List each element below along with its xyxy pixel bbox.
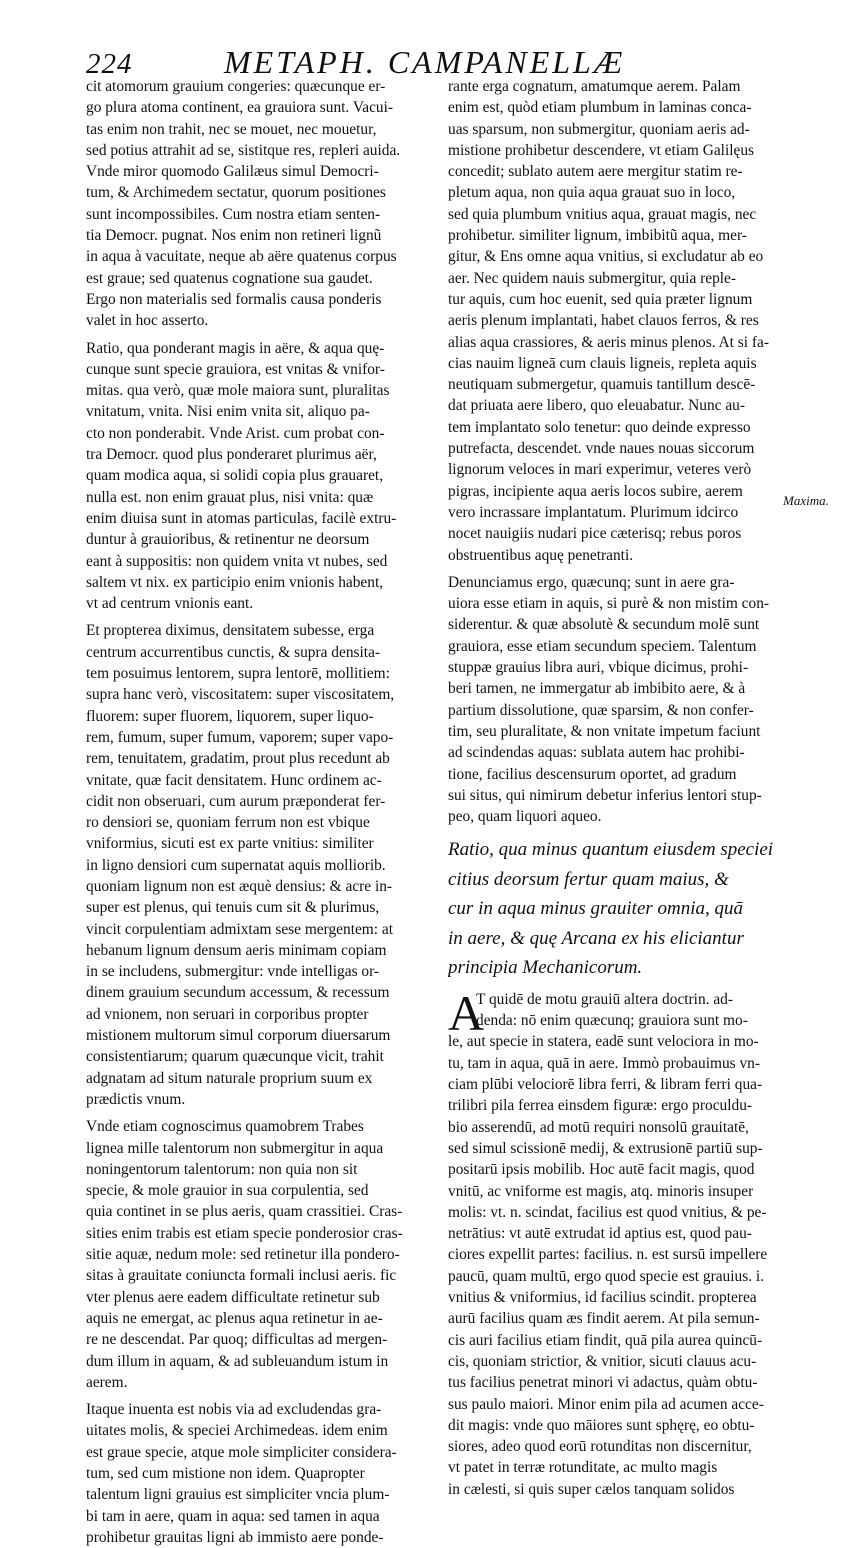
- left-column-text-line: aerem.: [86, 1373, 128, 1391]
- right-column-bottom-text-line: vnitius & vniformius, id facilius scindit. propterea: [448, 1289, 757, 1307]
- right-column-top-text-line: stuppæ grauius libra auri, vbique dicimus, prohi-: [448, 659, 749, 677]
- left-column-text-line: quam modica aqua, si solidi copia plus grauaret,: [86, 467, 384, 485]
- right-column-top-text-line: siderentur. & quæ absolutè & secundum molē sunt: [448, 616, 760, 634]
- left-column-text-line: tas enim non trahit, nec se mouet, nec mouetur,: [86, 120, 377, 138]
- right-column-top-text-line: alias aqua crassiores, & aeris minus plenos. At si fa-: [448, 333, 769, 351]
- section-heading: [448, 835, 780, 983]
- right-column-top-text-line: dat priuata aere libero, quo eleuabatur. Nunc au-: [448, 397, 745, 415]
- left-column-text-line: dinem grauium secundum accessum, & recessum: [86, 984, 390, 1002]
- right-column-bottom-text-line: aurū facilius quam æs findit aerem. At pila semun-: [448, 1310, 760, 1328]
- left-column-text-line: vt ad centrum vnionis eant.: [86, 595, 254, 613]
- right-column-bottom-text-line: sed simul scissionē medij, & extrusionē partiū sup-: [448, 1139, 763, 1157]
- left-column-text-line: tum, sed cum mistione non idem. Quapropter: [86, 1465, 365, 1482]
- left-column-text-line: re ne descendat. Par quoq; difficultas ad mergen-: [86, 1331, 388, 1349]
- right-column-top-text-line: uiora esse etiam in aquis, si purè & non mistim con-: [448, 595, 770, 613]
- right-column: [448, 76, 780, 1500]
- right-column-top-text-line: tem implantato solo tenetur: quo deinde expresso: [448, 418, 751, 436]
- running-title: METAPH. CAMPANELLÆ: [224, 44, 626, 80]
- left-column-text-line: go plura atoma continent, ea grauiora sunt. Vacui-: [86, 99, 393, 117]
- left-column-text-line: sitas à grauitate coniuncta formali inclusi aeris. fic: [86, 1267, 397, 1285]
- right-column-bottom-text-line: molis: vt. n. scindat, facilius est quod vnitius, & pe-: [448, 1203, 767, 1221]
- left-column-text-line: Ergo non materialis sed formalis causa ponderis: [86, 290, 382, 308]
- right-column-bottom-text-line: trilibri pila ferrea einsdem figuræ: ergo proculdu-: [448, 1097, 753, 1115]
- right-column-top-text-line: Denunciamus ergo, quæcunq; sunt in aere gra-: [448, 573, 735, 591]
- left-column: [86, 76, 426, 1548]
- left-column-text-line: vnitate, quæ facit densitatem. Hunc ordinem ac-: [86, 771, 382, 789]
- right-column-top-text-line: enim est, quòd etiam plumbum in laminas conca-: [448, 99, 752, 117]
- left-column-text-line: cidit non obseruari, cum aurum præponderat fer-: [86, 792, 386, 810]
- right-column-top-text: [448, 76, 780, 827]
- right-column-top-text-line: lignorum veloces in mari experimur, veteres verò: [448, 461, 752, 479]
- right-column-bottom-text-line: cis auri facilius etiam findit, quā pila aurea quincū-: [448, 1331, 763, 1349]
- left-column-text-line: est graue; sed quatenus cognatione sua gaudet.: [86, 269, 373, 287]
- left-column-text-line: talentum ligni grauius est simpliciter vncia plum-: [86, 1486, 390, 1504]
- left-column-text-line: Ratio, qua ponderant magis in aëre, & aqua quę-: [86, 339, 385, 357]
- left-column-text-line: consistentiarum; quarum quæcunque vicit, trahit: [86, 1048, 384, 1066]
- left-column-text-line: quoniam lignum non est æquè densius: & acre in-: [86, 877, 393, 895]
- right-column-bottom-text-line: netrātius: vt autē extrudat id aptius est, quod pau-: [448, 1225, 752, 1243]
- left-column-text-line: specie, & mole grauior in sua corpulentia, sed: [86, 1182, 369, 1200]
- right-column-top-text-line: sui situs, qui nimirum debetur inferius lentori stup-: [448, 786, 762, 804]
- right-column-top-text-line: peo, quam liquori aqueo.: [448, 808, 602, 826]
- left-column-text-line: adgnatam ad situm naturale proprium suum ex: [86, 1069, 373, 1087]
- right-column-bottom-text-line: in cælesti, si quis super cælos tanquam solidos: [448, 1480, 735, 1498]
- left-column-text-line: Vnde miror quomodo Galilæus simul Democri-: [86, 163, 379, 181]
- left-column-text-line: dum illum in aquam, & ad subleuandum istum in: [86, 1352, 389, 1370]
- right-column-bottom-text-line: vt patet in terræ rotunditate, ac multo magis: [448, 1459, 718, 1477]
- left-column-text-line: mistionem multorum simul corporum diuersarum: [86, 1027, 391, 1045]
- drop-cap-letter: A: [448, 984, 485, 1041]
- left-column-text-line: centrum accurrentibus cunctis, & supra densita-: [86, 643, 381, 661]
- right-column-top-text-line: prohibetur. similiter lignum, imbibitũ aqua, mer-: [448, 227, 747, 245]
- right-column-top-text-line: rante erga cognatum, amatumque aerem. Palam: [448, 78, 741, 95]
- left-column-text-line: ro densiori se, quoniam ferrum non est vbique: [86, 814, 370, 832]
- right-column-top-text-line: concedit; sublato autem aere mergitur statim re-: [448, 163, 743, 181]
- left-column-text-line: Et propterea diximus, densitatem subesse, erga: [86, 622, 375, 640]
- left-column-text-line: vniformius, sicuti est ex parte vnitius: similiter: [86, 835, 374, 853]
- left-column-text-line: noningentorum talentorum: non quia non sit: [86, 1160, 358, 1178]
- left-column-text-line: prædictis vnum.: [86, 1090, 186, 1108]
- left-column-text-line: sities enim trabis est etiam specie ponderosior cras-: [86, 1224, 403, 1242]
- left-column-text-line: tia Democr. pugnat. Nos enim non retineri lignũ: [86, 227, 382, 245]
- right-column-bottom-text-line: tu, tam in aqua, quā in aere. Immò probauimus vn-: [448, 1054, 761, 1072]
- right-column-bottom-text-line: positarū ipsis mobilib. Hoc autē facit magis, quod: [448, 1161, 755, 1179]
- page-number: 224: [86, 48, 133, 80]
- right-column-bottom-text-line: ciores expellit partes: facilius. n. est sursū impellere: [448, 1246, 768, 1264]
- left-column-text-line: bi tam in aere, quam in aqua: sed tamen in aqua: [86, 1507, 380, 1525]
- right-column-bottom-text-line: le, aut specie in statera, eadē sunt velociora in mo-: [448, 1033, 759, 1051]
- right-column-bottom-text-line: sus paulo maiori. Minor enim pila ad acumen acce-: [448, 1395, 764, 1413]
- right-column-top-text-line: tim, seu pluralitate, & non vnitate impetum faciunt: [448, 722, 761, 740]
- left-column-text-line: valet in hoc asserto.: [86, 312, 209, 330]
- right-column-bottom-text-line: T quidē de motu grauiū altera doctrin. ad-: [476, 990, 733, 1008]
- right-column-bottom-text-line: bio asserendū, ad motū requiri nonsolū grauitatē,: [448, 1118, 749, 1136]
- left-column-text-line: duntur à grauioribus, & retinentur ne deorsum: [86, 531, 370, 549]
- left-column-text-line: super est plenus, qui tenuis cum sit & plurimus,: [86, 899, 380, 917]
- left-column-text-line: rem, tenuitatem, gradatim, prout plus recedunt ab: [86, 750, 390, 768]
- right-column-bottom-text: [448, 984, 780, 1500]
- right-column-top-text-line: grauiora, esse etiam secundum speciem. Talentum: [448, 637, 757, 655]
- right-column-bottom-text-line: denda: nō enim quæcunq; grauiora sunt mo-: [476, 1012, 748, 1030]
- left-column-text-line: quia continet in se plus aeris, quam crassitiei. Cras-: [86, 1203, 403, 1221]
- heading-text-line: citius deorsum fertur quam maius, &: [448, 868, 729, 890]
- right-column-bottom-text-line: paucū, quam multū, ergo quod specie est grauius. i.: [448, 1267, 765, 1285]
- left-column-text-line: cto non ponderabit. Vnde Arist. cum probat con-: [86, 424, 385, 442]
- right-column-top-text-line: sed quia plumbum vnitius aqua, grauat magis, nec: [448, 205, 757, 223]
- left-column-text-line: vincit corpulentiam admixtam sese mergentem: at: [86, 920, 394, 938]
- right-column-top-text-line: partium dissolutione, quæ sparsim, & non confer-: [448, 701, 754, 719]
- heading-text-line: cur in aqua minus grauiter omnia, quā: [448, 898, 744, 920]
- left-column-text-line: est graue specie, atque mole simpliciter considera-: [86, 1443, 397, 1461]
- left-column-text-line: mitas. qua verò, quæ mole maiora sunt, pluralitas: [86, 382, 390, 400]
- left-column-text-line: uitates molis, & speciei Archimedeas. idem enim: [86, 1422, 388, 1440]
- left-column-text-line: vter plenus aere eadem difficultate retinetur sub: [86, 1288, 380, 1306]
- left-column-text-line: ad vnionem, non seruari in corporibus propter: [86, 1005, 369, 1023]
- left-column-text-line: aquis ne emergat, ac plenus aqua retinetur in ae-: [86, 1309, 383, 1327]
- right-column-top-text-line: pigras, incipiente aqua aeris locos subire, aerem: [448, 482, 743, 500]
- right-column-top-text-line: cias nauim ligneā cum clauis ligneis, repleta aquis: [448, 354, 757, 372]
- right-column-bottom-text-line: tus facilius penetrat minori vi adactus, quàm obtu-: [448, 1374, 758, 1392]
- left-column-text-line: cunque sunt specie grauiora, est vnitas & vnifor-: [86, 360, 385, 378]
- left-column-text-line: hebanum lignum densum aeris minimam copiam: [86, 941, 387, 959]
- left-column-text-line: rem, fumum, super fumum, vaporem; super vapo-: [86, 728, 394, 746]
- left-column-text-line: nulla est. non enim grauat plus, nisi vnita: quæ: [86, 488, 374, 506]
- left-column-text-line: Vnde etiam cognoscimus quamobrem Trabes: [86, 1118, 364, 1136]
- right-column-top-text-line: aeris plenum implantati, habet clauos ferros, & res: [448, 312, 759, 330]
- left-column-text-line: vnitatum, vnita. Nisi enim vnita sit, aliquo pa-: [86, 403, 370, 421]
- margin-note: Maxima.: [783, 493, 829, 508]
- left-column-text-line: supra hanc verò, viscositatem: super viscositatem,: [86, 686, 395, 704]
- right-column-bottom-text-line: siores, adeo quod eorū rotunditas non discernitur,: [448, 1438, 752, 1456]
- right-column-bottom-text-line: dit magis: vnde quo māiores sunt sphęrę, eo obtu-: [448, 1416, 755, 1434]
- right-column-top-text-line: vero incrassare implantatum. Plurimum idcirco: [448, 503, 739, 521]
- right-column-top-text-line: gitur, & Ens omne aqua vnitius, si excludatur ab eo: [448, 248, 764, 266]
- left-column-text-line: sunt incompossibiles. Cum nostra etiam senten-: [86, 205, 381, 223]
- right-column-top-text-line: putrefacta, descendet. vnde naues nouas siccorum: [448, 440, 755, 458]
- right-column-top-text-line: tione, facilius descensurum oportet, ad gradum: [448, 765, 737, 783]
- right-column-top-text-line: pletum aqua, non quia aqua grauat suo in loco,: [448, 184, 736, 202]
- heading-text-line: principia Mechanicorum.: [448, 957, 643, 979]
- left-column-text-line: lignea mille talentorum non submergitur in aqua: [86, 1139, 384, 1157]
- right-column-top-text-line: beri tamen, ne immergatur ab imbibito aere, & à: [448, 680, 746, 698]
- left-column-text-line: saltem vt nix. ex participio enim vnionis habent,: [86, 573, 384, 591]
- left-column-text-line: cit atomorum grauium congeries: quæcunque er-: [86, 78, 386, 95]
- left-column-text-line: in se includens, submergitur: vnde intelligas or-: [86, 963, 380, 981]
- left-column-text-line: eant à suppositis: non quidem vnita vt nubes, sed: [86, 552, 388, 570]
- right-column-top-text-line: mistione prohibetur descendere, vt etiam Galilęus: [448, 141, 755, 159]
- left-column-text-line: fluorem: super fluorem, liquorem, super liquo-: [86, 707, 374, 725]
- right-column-top-text-line: ad scindendas aquas: sublata autem hac prohibi-: [448, 744, 745, 762]
- left-column-text-line: sed potius attrahit ad se, sistitque res, repleri auida.: [86, 141, 401, 159]
- right-column-top-text-line: tur aquis, cum hoc euenit, sed quia præter lignum: [448, 290, 753, 308]
- left-column-text-line: in aqua à vacuitate, neque ab aëre quatenus corpus: [86, 248, 397, 266]
- left-column-text-line: prohibetur grauitas ligni ab immisto aere ponde-: [86, 1528, 384, 1546]
- heading-text-line: in aere, & quę Arcana ex his eliciantur: [448, 927, 744, 949]
- right-column-top-text-line: obstruentibus aquę penetranti.: [448, 546, 634, 564]
- right-column-bottom-text-line: cis, quoniam strictior, & vnitior, sicuti clauus acu-: [448, 1352, 757, 1370]
- left-column-text-line: in ligno densiori cum supernatat aquis molliorib.: [86, 856, 386, 874]
- right-column-top-text-line: uas sparsum, non submergitur, quoniam aeris ad-: [448, 120, 750, 138]
- left-column-text-line: tem posuimus lentorem, supra lentorē, mollitiem:: [86, 665, 390, 683]
- right-column-top-text-line: nocet nauigiis nudari pice cæterisq; rebus poros: [448, 525, 742, 543]
- right-column-bottom-text-line: ciam plūbi velociorē libra ferri, & libram ferri qua-: [448, 1076, 763, 1094]
- left-column-text-line: tum, & Archimedem sectatur, quorum positiones: [86, 184, 386, 202]
- left-column-text-line: tra Democr. quod plus ponderaret plurimus aër,: [86, 446, 377, 464]
- left-column-text-line: enim diuisa sunt in atomas particulas, facilè extru-: [86, 509, 397, 527]
- heading-text-line: Ratio, qua minus quantum eiusdem speciei: [448, 839, 774, 861]
- left-column-text-line: Itaque inuenta est nobis via ad excludendas gra-: [86, 1401, 382, 1419]
- right-column-top-text-line: neutiquam submergetur, quamuis tantillum descē-: [448, 376, 756, 394]
- right-column-bottom-text-line: vnitū, ac vniforme est magis, atq. minoris insuper: [448, 1182, 754, 1200]
- left-column-text-line: sitie aquæ, nedum mole: sed retinetur illa pondero-: [86, 1246, 400, 1264]
- right-column-top-text-line: aer. Nec quidem nauis submergitur, quia reple-: [448, 269, 737, 287]
